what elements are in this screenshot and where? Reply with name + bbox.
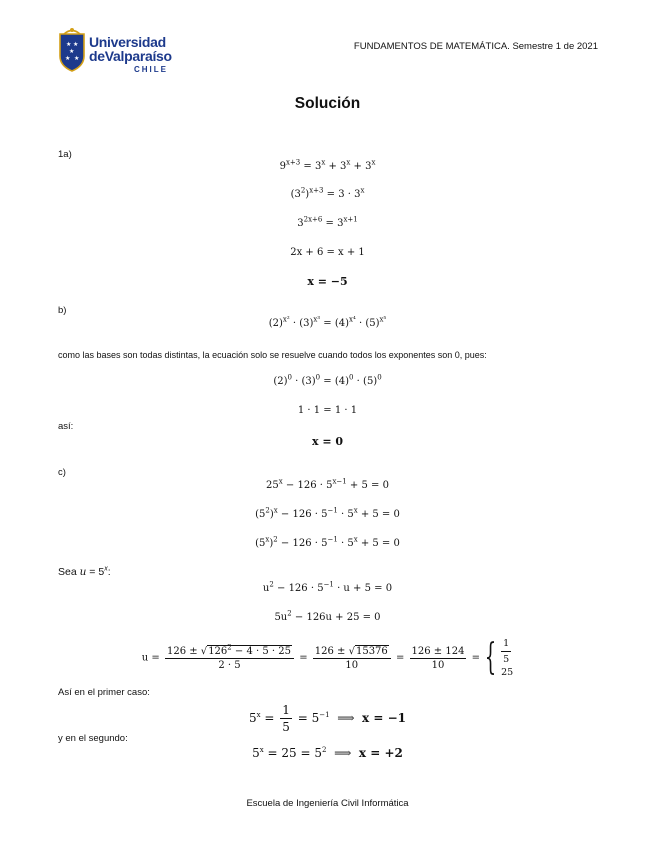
page-footer: Escuela de Ingeniería Civil Informática [246, 798, 409, 809]
part-a-label: 1a) [58, 149, 72, 160]
svg-text:★: ★ [74, 56, 80, 62]
part-b-eq2: $(2)^0 \cdot (3)^0 = (4)^0 \cdot (5)^0$ [273, 373, 382, 387]
part-a-eq4: 2x + 6 = x + 1 [290, 247, 365, 258]
part-b-result: x = 0 [311, 435, 344, 448]
shield-icon [58, 26, 86, 72]
part-c-first-case-text: Así en el primer caso: [58, 687, 150, 698]
part-c-sea: Sea $u = 5^x$: [58, 565, 111, 578]
svg-text:★: ★ [73, 42, 79, 48]
part-c-eq4: $u^2 - 126 \cdot 5^{-1} \cdot u + 5 = 0$ [262, 580, 393, 594]
part-b-label: b) [58, 305, 67, 316]
part-b-explanation: como las bases son todas distintas, la ecuación solo se resuelve cuando todos los exponentes son 0, pues: [58, 350, 487, 360]
logo-text-line3: CHILE [134, 65, 168, 74]
course-header: FUNDAMENTOS DE MATEMÁTICA. Semestre 1 de 2021 [353, 41, 598, 52]
part-b-eq3: 1 · 1 = 1 · 1 [297, 405, 358, 416]
part-c-second-case-text: y en el segundo: [58, 733, 128, 744]
page-title: Solución [294, 95, 361, 112]
part-c-eq2: $(5^2)^x - 126 \cdot 5^{-1} \cdot 5^x + 5 = 0$ [255, 506, 400, 520]
part-c-label: c) [58, 467, 66, 478]
logo-text-line1: Universidad [89, 34, 166, 50]
logo-text-line2: deValparaíso [89, 48, 172, 64]
part-c-eq1: $25^x - 126 \cdot 5^{x-1} + 5 = 0$ [266, 477, 389, 491]
part-b-asi: así: [58, 421, 74, 432]
part-b-eq1: $(2)^{x^2} \cdot (3)^{x^3} = (4)^{x^4} \cdot (5)^{x^5}$ [268, 315, 387, 329]
part-c-eq3: $(5^x)^2 - 126 \cdot 5^{-1} \cdot 5^x + 5 = 0$ [255, 535, 400, 549]
part-c-eq5: $5u^2 - 126u + 25 = 0$ [274, 609, 381, 623]
part-a-eq3: $3^{2x+6} = 3^{x+1}$ [297, 215, 358, 229]
part-a-result: x = −5 [307, 275, 348, 288]
part-c-quadratic: u = $\frac{126 \pm √126^2 - 4 \cdot 5 \cdot 25}{2 \cdot 5}$ = $\frac{126 \pm √15376}{10}$ = $\frac{126 \pm 124}{10}$ = { $\frac{1}{5}$ 25 [141, 637, 514, 678]
part-c-first-case-eq: $5^x$ = $\frac{1}{5}$ = $5^{-1}$ ⟹ x = −1 [248, 703, 406, 734]
part-a-eq2: $(3^2)^{x+3} = 3 \cdot 3^x$ [290, 186, 365, 200]
svg-text:★: ★ [65, 56, 71, 62]
svg-text:★: ★ [69, 49, 75, 55]
svg-text:★: ★ [66, 42, 72, 48]
part-a-eq1: $9^{x+3} = 3^x + 3^x + 3^x$ [279, 158, 376, 172]
part-c-second-case-eq: $5^x = 25 = 5^2$ ⟹ x = +2 [252, 746, 403, 760]
university-logo [58, 26, 170, 76]
